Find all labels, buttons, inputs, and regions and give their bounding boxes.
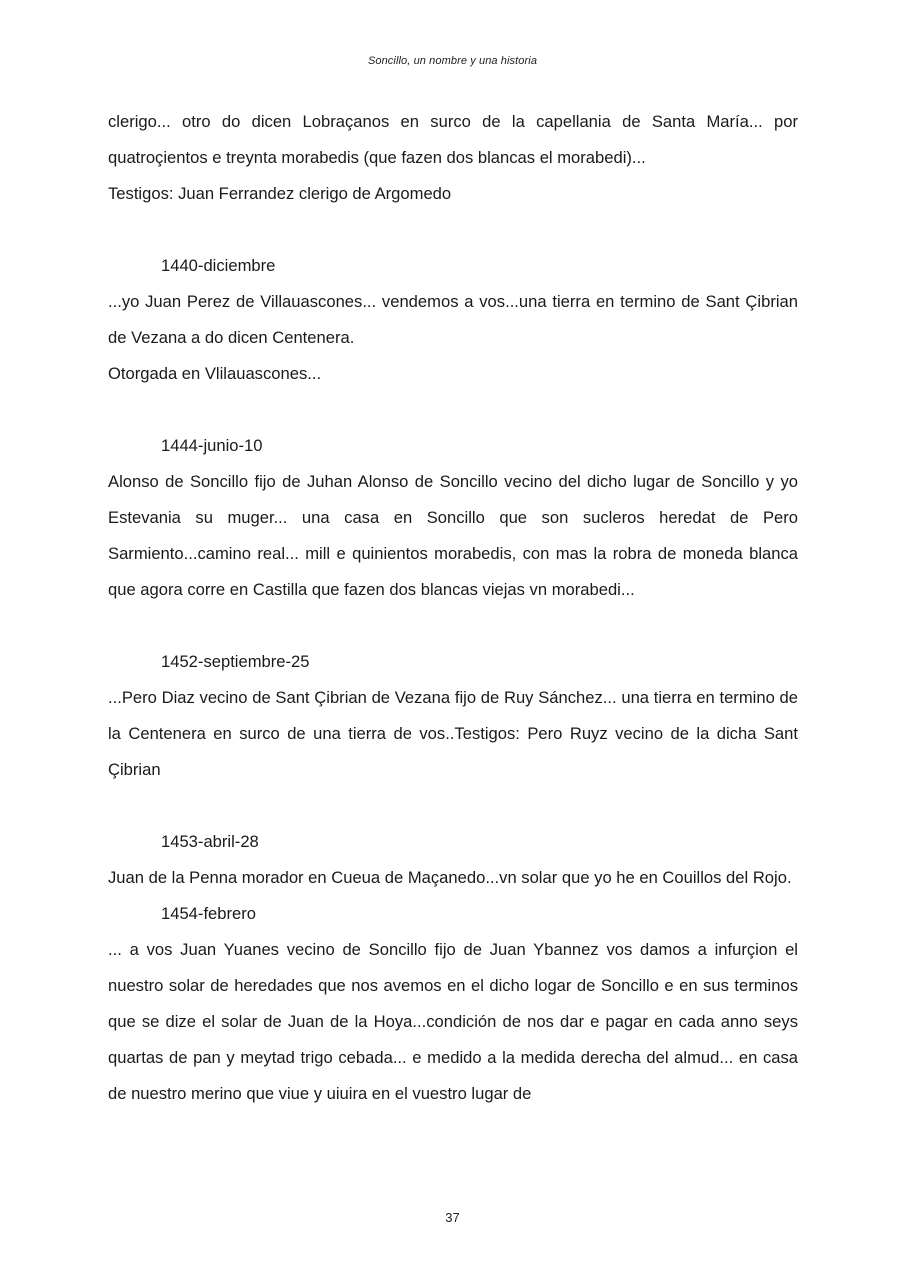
body-text [108, 104, 798, 1112]
entry-4-paragraph-0: Juan de la Penna morador en Cueua de Maçanedo...vn solar que yo he en Couillos del Rojo. [108, 868, 792, 887]
entry-2-date: 1444-junio-10 [161, 436, 263, 455]
entry-3-paragraph-0: ...Pero Diaz vecino de Sant Çibrian de Vezana fijo de Ruy Sánchez... una tierra en termino de la Centenera en surco de una tierra de vos..Testigos: Pero Ruyz vecino de la dicha Sant Çibrian [108, 688, 798, 779]
spacer [108, 212, 798, 248]
entry-1-date: 1440-diciembre [161, 256, 276, 275]
spacer [108, 392, 798, 428]
page-number: 37 [445, 1210, 460, 1225]
entry-5-paragraph-0: ... a vos Juan Yuanes vecino de Soncillo fijo de Juan Ybannez vos damos a infurçion el nuestro solar de heredades que nos avemos en el dicho logar de Soncillo e en sus terminos que se dize el solar de Juan de la Hoya...condición de nos dar e pagar en cada anno seys quartas de pan y meytad trigo cebada... e medido a la medida derecha del almud... en casa de nuestro merino que viue y uiuira en el vuestro lugar de [108, 940, 798, 1103]
entry-0-paragraph-1: Testigos: Juan Ferrandez clerigo de Argomedo [108, 184, 452, 203]
entry-4-date: 1453-abril-28 [161, 832, 259, 851]
entry-3-date: 1452-septiembre-25 [161, 652, 310, 671]
entry-1-paragraph-0: ...yo Juan Perez de Villauascones... vendemos a vos...una tierra en termino de Sant Çibrian de Vezana a do dicen Centenera. [108, 292, 798, 347]
running-header: Soncillo, un nombre y una historia [367, 55, 538, 67]
entry-1-paragraph-1: Otorgada en Vlilauascones... [108, 364, 322, 383]
spacer [108, 788, 798, 824]
spacer [108, 608, 798, 644]
entry-2-paragraph-0: Alonso de Soncillo fijo de Juhan Alonso de Soncillo vecino del dicho lugar de Soncillo y yo Estevania su muger... una casa en Soncillo que son sucleros heredat de Pero Sarmiento...camino real... mill e quinientos morabedis, con mas la robra de moneda blanca que agora corre en Castilla que fazen dos blancas viejas vn morabedi... [108, 472, 798, 599]
entry-5-date: 1454-febrero [161, 904, 257, 923]
entry-0-paragraph-0: clerigo... otro do dicen Lobraçanos en surco de la capellania de Santa María... por quatroçientos e treynta morabedis (que fazen dos blancas el morabedi)... [108, 112, 798, 167]
